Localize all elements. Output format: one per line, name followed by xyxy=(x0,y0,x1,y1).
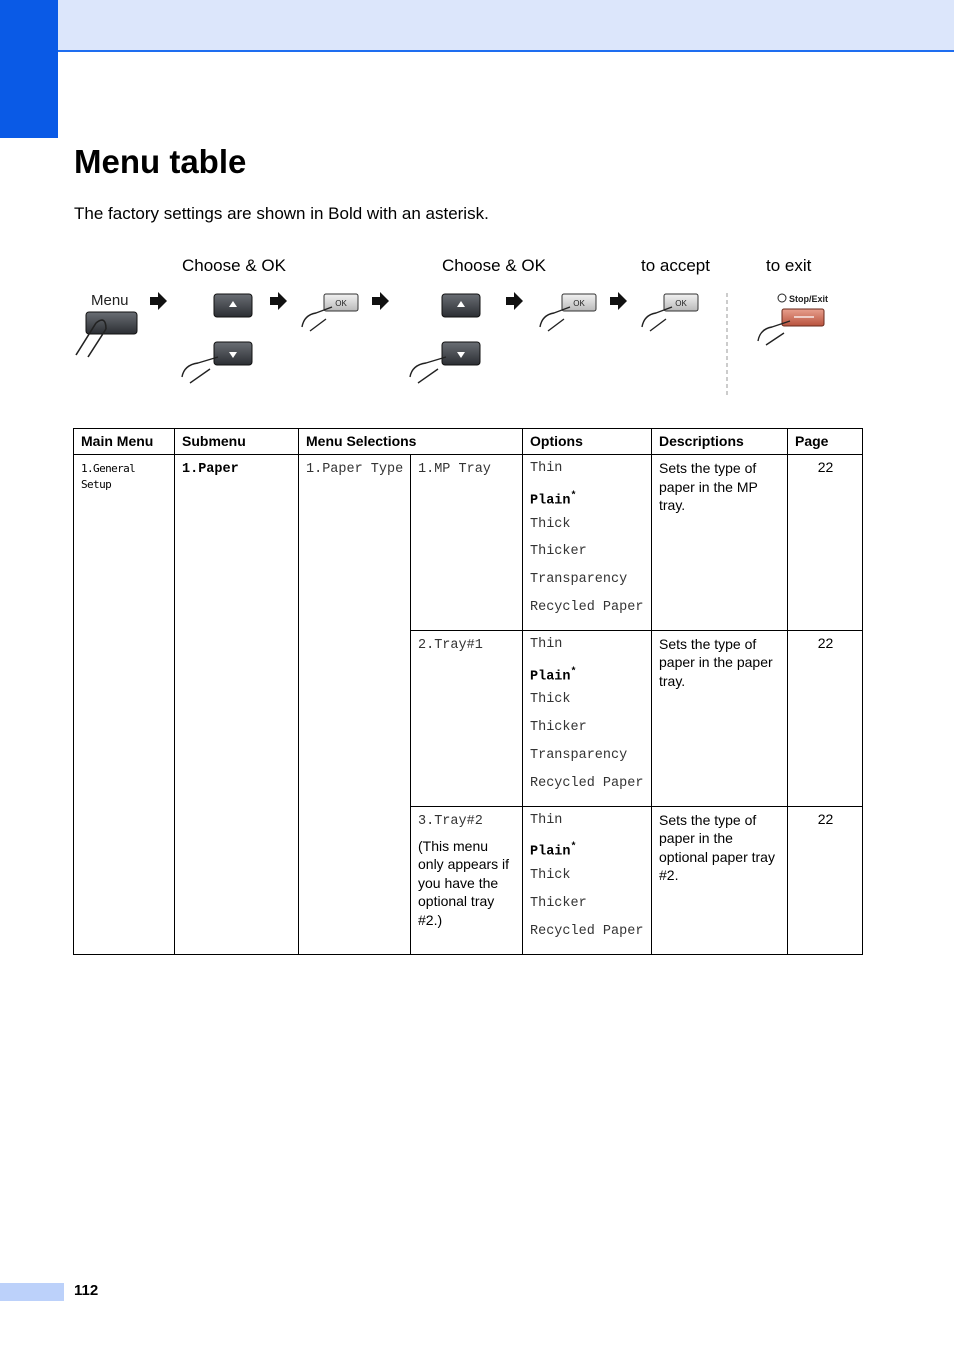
flow-label-exit: to exit xyxy=(766,256,812,275)
default-marker: * xyxy=(570,842,577,854)
sub-selection-value: 3.Tray#2 xyxy=(418,813,483,829)
menu-table xyxy=(73,428,863,955)
stop-exit-key-icon xyxy=(758,294,828,345)
default-marker: * xyxy=(570,666,577,678)
intro-text: The factory settings are shown in Bold with an asterisk. xyxy=(74,204,489,223)
ok-key-label: OK xyxy=(335,299,347,308)
ok-key-icon xyxy=(642,294,698,331)
option-item: Recycled Paper xyxy=(530,775,644,791)
main-menu-value: 1.General Setup xyxy=(81,462,136,491)
options-list xyxy=(530,459,645,626)
options-cell xyxy=(523,630,652,806)
option-item: Thick xyxy=(530,516,571,532)
flow-label-choose-1: Choose & OK xyxy=(182,256,286,275)
menu-key-label: Menu xyxy=(91,292,129,309)
key-sequence-diagram xyxy=(70,285,850,405)
option-item: Plain* xyxy=(530,842,577,860)
chapter-tab xyxy=(0,0,58,138)
submenu-value: 1.Paper xyxy=(182,462,239,477)
flow-label-accept: to accept xyxy=(641,256,710,275)
option-item: Thin xyxy=(530,812,563,828)
description-cell: Sets the type of paper in the paper tray. xyxy=(652,630,788,806)
header-options: Options xyxy=(523,429,652,455)
page-cell: 22 xyxy=(788,455,863,631)
option-item: Thicker xyxy=(530,895,587,911)
selection-value: 1.Paper Type xyxy=(306,462,404,477)
option-item: Recycled Paper xyxy=(530,599,644,615)
up-key-icon xyxy=(214,294,252,317)
sub-selection-cell xyxy=(411,630,523,806)
down-key-icon xyxy=(182,342,252,383)
header-main-menu: Main Menu xyxy=(74,429,175,455)
page-cell: 22 xyxy=(788,630,863,806)
options-list xyxy=(530,635,645,802)
options-list xyxy=(530,811,645,950)
option-item: Thicker xyxy=(530,544,587,560)
flow-label-choose-2: Choose & OK xyxy=(442,256,546,275)
table-row xyxy=(74,455,863,631)
option-item: Thin xyxy=(530,636,563,652)
stop-key-label: Stop/Exit xyxy=(789,294,829,304)
down-key-icon xyxy=(410,342,480,383)
option-item: Thin xyxy=(530,461,563,476)
ok-key-label: OK xyxy=(573,299,585,308)
page-title: Menu table xyxy=(74,143,247,180)
header-band xyxy=(58,0,954,52)
description-cell: Sets the type of paper in the optional paper tray #2. xyxy=(652,806,788,954)
table-header-row xyxy=(74,429,863,455)
page-cell: 22 xyxy=(788,806,863,954)
tray2-note: (This menu only appears if you have the optional tray #2.) xyxy=(418,837,510,928)
menu-key-icon xyxy=(76,292,137,357)
ok-key-icon xyxy=(540,294,596,331)
option-item: Recycled Paper xyxy=(530,923,644,939)
main-menu-cell xyxy=(74,455,175,955)
header-page: Page xyxy=(788,429,863,455)
selection-cell xyxy=(299,455,411,955)
ok-key-label: OK xyxy=(675,299,687,308)
default-marker: * xyxy=(570,490,577,502)
description-cell: Sets the type of paper in the MP tray. xyxy=(652,455,788,631)
option-item: Thick xyxy=(530,692,571,708)
footer-bar xyxy=(0,1283,64,1301)
option-item: Transparency xyxy=(530,747,628,763)
sub-selection-value: 1.MP Tray xyxy=(418,462,491,477)
sub-selection-value: 2.Tray#1 xyxy=(418,637,483,653)
option-item: Plain* xyxy=(530,490,577,509)
header-descriptions: Descriptions xyxy=(652,429,788,455)
sub-selection-cell xyxy=(411,455,523,631)
up-key-icon xyxy=(442,294,480,317)
option-item: Plain* xyxy=(530,666,577,685)
option-item: Transparency xyxy=(530,572,628,588)
option-item: Thicker xyxy=(530,720,587,736)
ok-key-icon xyxy=(302,294,358,331)
submenu-cell xyxy=(175,455,299,955)
options-cell xyxy=(523,806,652,954)
header-menu-selections: Menu Selections xyxy=(299,429,523,455)
sub-selection-cell xyxy=(411,806,523,954)
page-number: 112 xyxy=(74,1282,99,1299)
header-submenu: Submenu xyxy=(175,429,299,455)
option-item: Thick xyxy=(530,868,571,884)
options-cell xyxy=(523,455,652,631)
